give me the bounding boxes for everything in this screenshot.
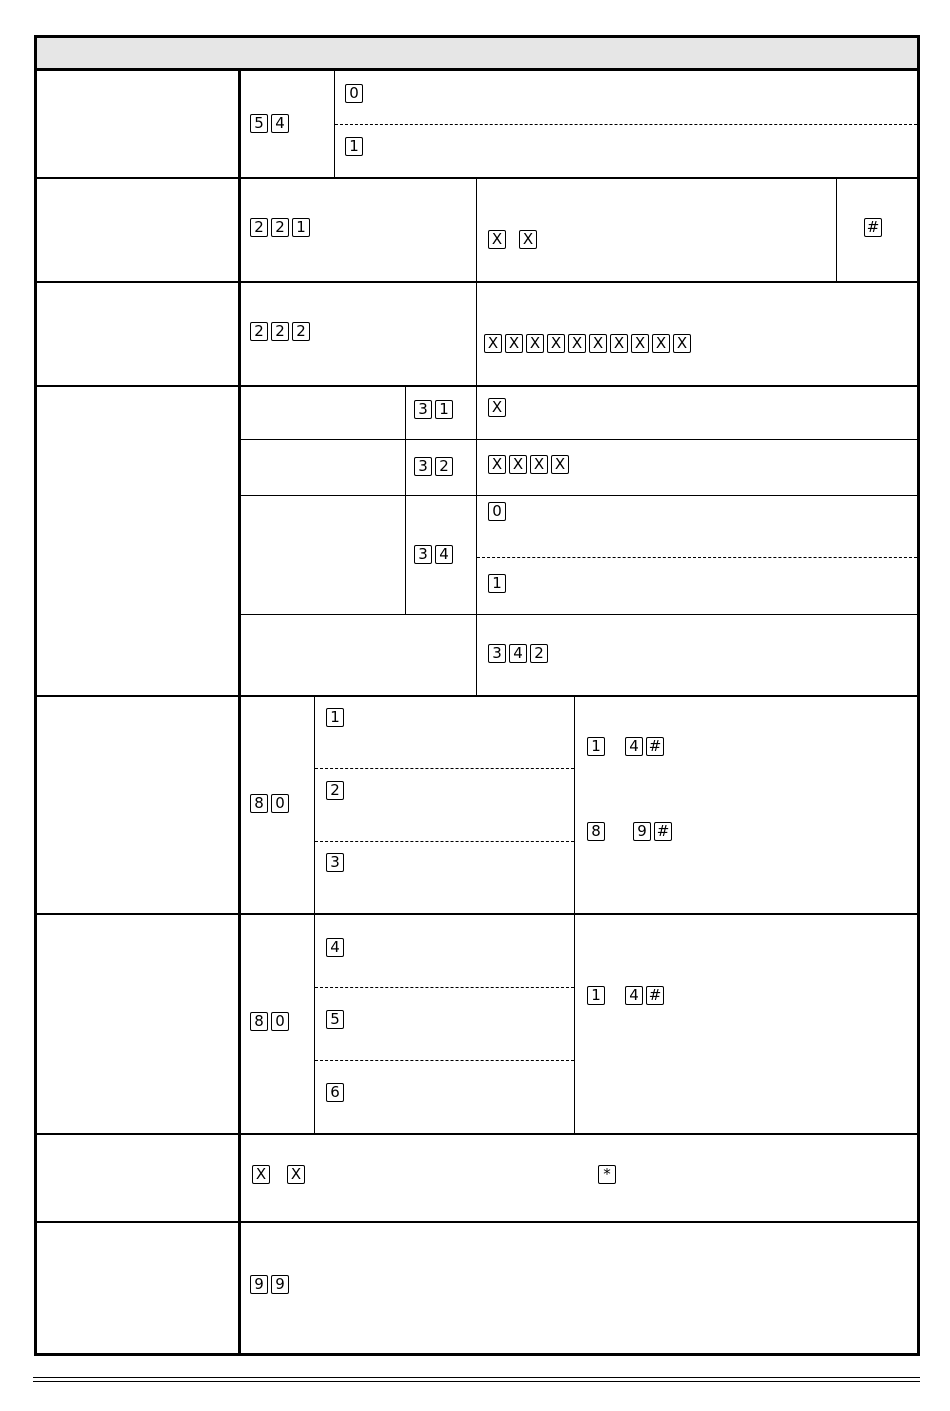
keypad-key: X <box>484 334 502 353</box>
r4-col-divider-a <box>405 386 406 615</box>
r4c-option-1-key <box>488 574 509 593</box>
keypad-key: # <box>646 737 664 756</box>
r3-value-keys <box>484 334 694 353</box>
keypad-key: X <box>488 455 506 474</box>
r5-col-divider-b <box>574 696 575 914</box>
r6-option-5-key <box>326 1010 347 1029</box>
r6-dashed-divider <box>315 987 574 988</box>
keypad-key: 1 <box>345 137 363 156</box>
keypad-key: X <box>568 334 586 353</box>
keypad-key: 3 <box>488 644 506 663</box>
keypad-key: 4 <box>271 114 289 133</box>
r5-option-2-key <box>326 781 347 800</box>
keypad-key: 4 <box>625 986 643 1005</box>
keypad-key: 1 <box>587 986 605 1005</box>
keypad-key: X <box>589 334 607 353</box>
r3-inner-divider <box>476 282 477 386</box>
r4a-code-keys <box>414 400 456 419</box>
r8-code-keys <box>250 1275 292 1294</box>
r6-col-divider-a <box>314 914 315 1134</box>
r5-range-1-start-key <box>587 737 608 756</box>
keypad-key: 0 <box>271 1012 289 1031</box>
r6-dashed-divider <box>315 1060 574 1061</box>
keypad-key: 3 <box>414 400 432 419</box>
keypad-key: 2 <box>530 644 548 663</box>
r2-value-keys <box>488 230 540 249</box>
keypad-key: 4 <box>326 938 344 957</box>
row-divider <box>34 913 920 915</box>
table-header-band <box>37 38 917 69</box>
r6-option-4-key <box>326 938 347 957</box>
keypad-key: 9 <box>633 822 651 841</box>
r5-dashed-divider <box>315 768 574 769</box>
keypad-key: 1 <box>488 574 506 593</box>
r1-option-0-key <box>345 84 366 103</box>
r6-range-end-keys <box>625 986 667 1005</box>
keypad-key: X <box>505 334 523 353</box>
keypad-key: X <box>673 334 691 353</box>
keypad-key: 0 <box>488 502 506 521</box>
keypad-key: 1 <box>435 400 453 419</box>
keypad-key: 3 <box>414 457 432 476</box>
row-divider <box>34 281 920 283</box>
r1-dashed-divider <box>335 124 917 125</box>
r4b-value-keys <box>488 455 572 474</box>
header-divider <box>34 68 920 71</box>
r2-end-key <box>864 218 885 237</box>
keypad-key: X <box>509 455 527 474</box>
keypad-key: 3 <box>414 545 432 564</box>
row-divider <box>34 1221 920 1223</box>
keypad-key: 4 <box>509 644 527 663</box>
keypad-key: 4 <box>625 737 643 756</box>
keypad-key: 6 <box>326 1083 344 1102</box>
keypad-key: 9 <box>271 1275 289 1294</box>
keypad-key: 4 <box>435 545 453 564</box>
label-column-divider <box>238 68 241 1356</box>
row-divider <box>34 177 920 179</box>
r5-col-divider-a <box>314 696 315 914</box>
r2-code-keys <box>250 218 313 237</box>
keypad-key: X <box>551 455 569 474</box>
keypad-key: 2 <box>271 218 289 237</box>
keypad-key: 8 <box>250 794 268 813</box>
r4-dashed-divider <box>477 557 917 558</box>
keypad-key: 1 <box>587 737 605 756</box>
r2-inner-divider <box>476 178 477 282</box>
r6-col-divider-b <box>574 914 575 1134</box>
footer-rule <box>33 1377 920 1378</box>
keypad-key: # <box>864 218 882 237</box>
r7-value-keys <box>252 1165 308 1184</box>
keypad-key: 0 <box>271 794 289 813</box>
r4-subrow-divider <box>240 439 918 440</box>
keypad-key: X <box>519 230 537 249</box>
keypad-key: 2 <box>250 322 268 341</box>
keypad-key: 5 <box>326 1010 344 1029</box>
r4-subrow-divider <box>240 614 918 615</box>
r6-code-keys <box>250 1012 292 1031</box>
r2-inner-divider-2 <box>836 178 837 282</box>
keypad-key: 1 <box>292 218 310 237</box>
r5-option-3-key <box>326 853 347 872</box>
keypad-key: 3 <box>326 853 344 872</box>
r5-code-keys <box>250 794 292 813</box>
keypad-key: 1 <box>326 708 344 727</box>
keypad-key: * <box>598 1165 616 1184</box>
keypad-key: 2 <box>250 218 268 237</box>
keypad-key: 2 <box>435 457 453 476</box>
r6-option-6-key <box>326 1083 347 1102</box>
row-divider <box>34 695 920 697</box>
keypad-key: X <box>526 334 544 353</box>
keypad-key: X <box>488 230 506 249</box>
r4c-code-keys <box>414 545 456 564</box>
keypad-key: 2 <box>271 322 289 341</box>
row-divider <box>34 385 920 387</box>
r5-dashed-divider <box>315 841 574 842</box>
r5-range-1-end-keys <box>625 737 667 756</box>
r5-range-2-start-key <box>587 822 608 841</box>
r4d-code-keys <box>488 644 551 663</box>
keypad-key: X <box>547 334 565 353</box>
keypad-key: X <box>610 334 628 353</box>
outer-border-top <box>34 35 920 38</box>
r5-option-1-key <box>326 708 347 727</box>
footer-rule <box>33 1381 920 1382</box>
keypad-key: # <box>654 822 672 841</box>
row-divider <box>34 1133 920 1135</box>
r5-range-2-end-keys <box>633 822 675 841</box>
r1-option-1-key <box>345 137 366 156</box>
r4c-option-0-key <box>488 502 509 521</box>
keypad-key: X <box>287 1165 305 1184</box>
r4a-value-keys <box>488 398 509 417</box>
keypad-key: 9 <box>250 1275 268 1294</box>
keypad-key: 2 <box>292 322 310 341</box>
r7-star-key <box>598 1165 619 1184</box>
keypad-key: X <box>631 334 649 353</box>
keypad-key: X <box>488 398 506 417</box>
keypad-key: # <box>646 986 664 1005</box>
r4-subrow-divider <box>240 495 918 496</box>
keypad-key: 8 <box>587 822 605 841</box>
keypad-key: X <box>652 334 670 353</box>
r1-code-keys <box>250 114 292 133</box>
r3-code-keys <box>250 322 313 341</box>
keypad-key: 5 <box>250 114 268 133</box>
keypad-key: 0 <box>345 84 363 103</box>
keypad-key: X <box>530 455 548 474</box>
r4b-code-keys <box>414 457 456 476</box>
r4-col-divider-b <box>476 386 477 696</box>
outer-border-bottom <box>34 1353 920 1356</box>
keypad-key: X <box>252 1165 270 1184</box>
keypad-key: 2 <box>326 781 344 800</box>
keypad-key: 8 <box>250 1012 268 1031</box>
r6-range-start-key <box>587 986 608 1005</box>
